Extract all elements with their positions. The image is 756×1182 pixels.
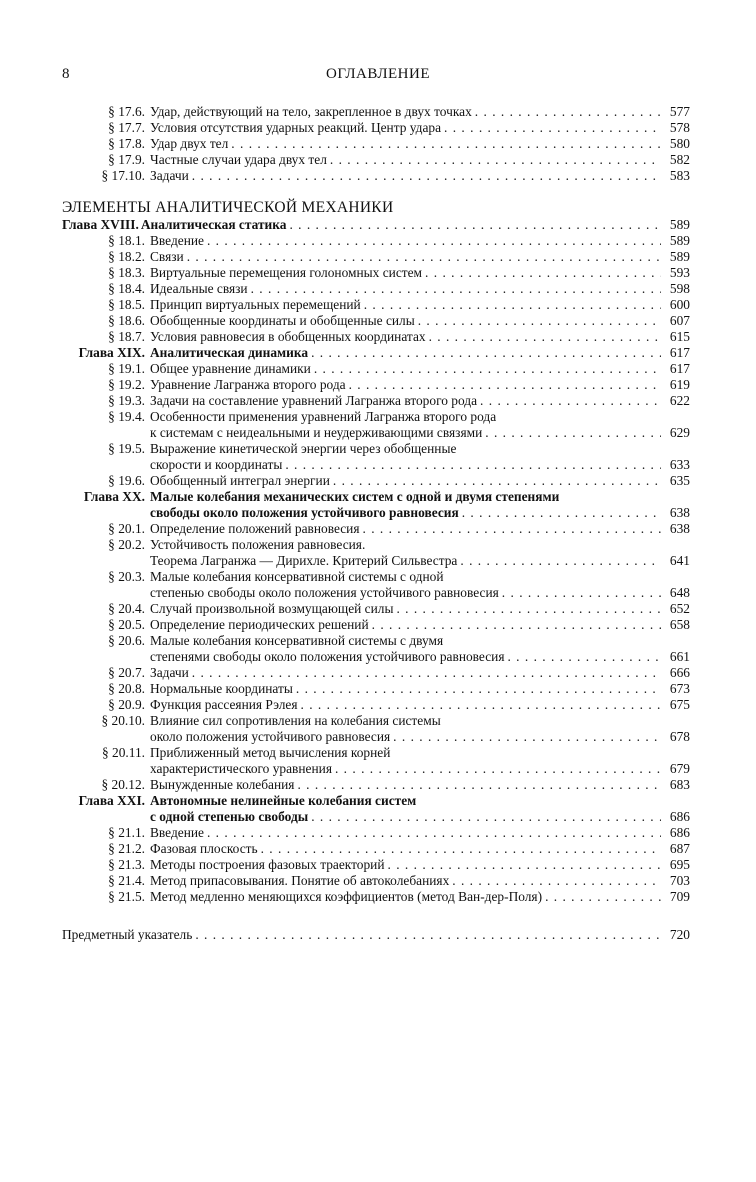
section-number: § 20.9. (108, 697, 145, 712)
toc-entry[interactable] (62, 281, 690, 297)
section-number: § 20.5. (108, 617, 145, 632)
section-number: § 19.1. (108, 361, 145, 376)
entry-title: Обобщенный интеграл энергии (150, 473, 330, 488)
toc-entry[interactable] (62, 713, 690, 729)
toc-entry[interactable] (62, 681, 690, 697)
entry-title: Вынужденные колебания (150, 777, 295, 792)
entry-page: 648 (669, 585, 690, 600)
toc-entry[interactable] (62, 377, 690, 393)
chapter-entry[interactable] (62, 217, 690, 233)
section-number: § 19.3. (108, 393, 145, 408)
toc-entry[interactable] (62, 601, 690, 617)
entry-title: Функция рассеяния Рэлея (150, 697, 298, 712)
entry-page: 679 (669, 761, 690, 776)
entry-page: 683 (669, 777, 690, 792)
entry-page: 582 (669, 152, 690, 167)
entry-page: 638 (669, 521, 690, 536)
entry-page: 617 (669, 361, 690, 376)
entry-page: 589 (669, 217, 690, 232)
toc-entry[interactable] (62, 313, 690, 329)
entry-page: 589 (669, 233, 690, 248)
entry-title: Идеальные связи (150, 281, 248, 296)
toc-entry[interactable] (62, 233, 690, 249)
entry-title: Устойчивость положения равновесия. (150, 537, 366, 552)
entry-title: Введение (150, 233, 204, 248)
section-number: § 17.6. (108, 104, 145, 119)
toc-entry[interactable] (62, 249, 690, 265)
chapter-entry[interactable] (62, 793, 690, 809)
entry-title: Случай произвольной возмущающей силы (150, 601, 394, 616)
entry-page: 666 (669, 665, 690, 680)
section-number: § 21.4. (108, 873, 145, 888)
section-number: § 20.3. (108, 569, 145, 584)
entry-title: Малые колебания консервативной системы с двумя (150, 633, 444, 648)
entry-title: Условия равновесия в обобщенных координатах (150, 329, 426, 344)
entry-title: Задачи (150, 665, 189, 680)
entry-page: 589 (669, 249, 690, 264)
entry-page: 675 (669, 697, 690, 712)
entry-title: Приближенный метод вычисления корней (150, 745, 391, 760)
section-number: § 20.6. (108, 633, 145, 648)
section-number: § 18.7. (108, 329, 145, 344)
section-number: § 18.2. (108, 249, 145, 264)
toc-entry[interactable] (62, 633, 690, 649)
chapter-entry-continued[interactable] (62, 505, 690, 521)
entry-title: Удар двух тел (150, 136, 229, 151)
entry-page: 641 (669, 553, 690, 568)
entry-title: Принцип виртуальных перемещений (150, 297, 361, 312)
section-number: § 17.7. (108, 120, 145, 135)
chapter-title: Малые колебания механических систем с одной и двумя степенями (150, 489, 560, 504)
entry-title: скорости и координаты (150, 457, 283, 472)
toc-entry[interactable] (62, 361, 690, 377)
entry-page: 580 (669, 136, 690, 151)
entry-title: около положения устойчивого равновесия (150, 729, 391, 744)
chapter-title: Автономные нелинейные колебания систем (150, 793, 417, 808)
entry-title: Уравнение Лагранжа второго рода (150, 377, 346, 392)
toc-entry[interactable] (62, 873, 690, 889)
toc-entry[interactable] (62, 825, 690, 841)
toc-entry[interactable] (62, 297, 690, 313)
toc-entry[interactable] (62, 745, 690, 761)
page-number: 8 (62, 66, 70, 82)
toc-entry[interactable] (62, 168, 690, 184)
entry-title: Обобщенные координаты и обобщенные силы (150, 313, 415, 328)
entry-title: Задачи на составление уравнений Лагранжа второго рода (150, 393, 478, 408)
entry-page: 658 (669, 617, 690, 632)
entry-page: 598 (669, 281, 690, 296)
section-number: § 21.3. (108, 857, 145, 872)
entry-title: Введение (150, 825, 204, 840)
section-number: § 20.2. (108, 537, 145, 552)
entry-page: 635 (669, 473, 690, 488)
section-number: § 18.5. (108, 297, 145, 312)
table-of-contents (62, 104, 690, 943)
chapter-entry[interactable] (62, 489, 690, 505)
entry-title: Метод медленно меняющихся коэффициентов (метод Ван-дер-Поля) (150, 889, 543, 904)
section-number: § 20.12. (101, 777, 145, 792)
entry-title: степенью свободы около положения устойчивого равновесия (150, 585, 499, 600)
toc-entry[interactable] (62, 857, 690, 873)
entry-title: Определение положений равновесия (150, 521, 360, 536)
entry-page: 619 (669, 377, 690, 392)
section-number: § 20.8. (108, 681, 145, 696)
entry-page: 615 (669, 329, 690, 344)
toc-entry[interactable] (62, 393, 690, 409)
running-title: ОГЛАВЛЕНИЕ (326, 66, 430, 82)
section-number: § 20.7. (108, 665, 145, 680)
entry-title: Особенности применения уравнений Лагранжа второго рода (150, 409, 497, 424)
toc-entry-continued[interactable] (62, 729, 690, 745)
entry-page: 652 (669, 601, 690, 616)
entry-title: Влияние сил сопротивления на колебания системы (150, 713, 441, 728)
index-entry[interactable] (62, 927, 690, 943)
entry-title: Выражение кинетической энергии через обобщенные (150, 441, 457, 456)
toc-entry[interactable] (62, 409, 690, 425)
toc-entry[interactable] (62, 777, 690, 793)
toc-entry-continued[interactable] (62, 649, 690, 665)
toc-entry[interactable] (62, 521, 690, 537)
toc-entry[interactable] (62, 152, 690, 168)
section-number: § 20.1. (108, 521, 145, 536)
toc-entry[interactable] (62, 120, 690, 136)
entry-title: степенями свободы около положения устойчивого равновесия (150, 649, 505, 664)
toc-entry[interactable] (62, 265, 690, 281)
entry-page: 673 (669, 681, 690, 696)
section-number: § 21.5. (108, 889, 145, 904)
entry-title: Условия отсутствия ударных реакций. Центр удара (150, 120, 442, 135)
toc-entry[interactable] (62, 104, 690, 120)
entry-page: 578 (669, 120, 690, 135)
entry-title: Связи (150, 249, 184, 264)
entry-title: Метод припасовывания. Понятие об автоколебаниях (150, 873, 450, 888)
section-number: § 20.10. (101, 713, 145, 728)
entry-title: к системам с неидеальными и неудерживающими связями (150, 425, 483, 440)
chapter-label: Глава XIX. (78, 345, 145, 360)
toc-entry[interactable] (62, 441, 690, 457)
toc-entry[interactable] (62, 537, 690, 553)
toc-entry-continued[interactable] (62, 553, 690, 569)
toc-entry[interactable] (62, 569, 690, 585)
toc-entry-continued[interactable] (62, 761, 690, 777)
section-number: § 21.1. (108, 825, 145, 840)
toc-entry[interactable] (62, 665, 690, 681)
chapter-label: Глава XX. (83, 489, 145, 504)
chapter-entry[interactable] (62, 345, 690, 361)
section-number: § 17.9. (108, 152, 145, 167)
entry-title: характеристического уравнения (150, 761, 332, 776)
chapter-entry-continued[interactable] (62, 809, 690, 825)
entry-title: Общее уравнение динамики (150, 361, 311, 376)
toc-entry[interactable] (62, 329, 690, 345)
entry-page: 709 (669, 889, 690, 904)
chapter-title: Аналитическая динамика (150, 345, 309, 360)
index-title: Предметный указатель (62, 927, 193, 942)
entry-page: 661 (669, 649, 690, 664)
section-number: § 19.2. (108, 377, 145, 392)
entry-page: 686 (669, 809, 690, 824)
section-number: § 19.4. (108, 409, 145, 424)
entry-page: 633 (669, 457, 690, 472)
entry-page: 629 (669, 425, 690, 440)
section-number: § 18.4. (108, 281, 145, 296)
entry-title: Удар, действующий на тело, закрепленное в двух точках (150, 104, 472, 119)
entry-page: 695 (669, 857, 690, 872)
toc-entry[interactable] (62, 136, 690, 152)
entry-page: 593 (669, 265, 690, 280)
section-number: § 19.5. (108, 441, 145, 456)
entry-page: 607 (669, 313, 690, 328)
toc-entry-continued[interactable] (62, 457, 690, 473)
entry-page: 583 (669, 168, 690, 183)
toc-entry[interactable] (62, 473, 690, 489)
entry-page: 617 (669, 345, 690, 360)
entry-page: 600 (669, 297, 690, 312)
part-title: ЭЛЕМЕНТЫ АНАЛИТИЧЕСКОЙ МЕХАНИКИ (62, 199, 394, 216)
section-number: § 19.6. (108, 473, 145, 488)
section-number: § 18.1. (108, 233, 145, 248)
toc-entry[interactable] (62, 889, 690, 905)
section-number: § 21.2. (108, 841, 145, 856)
section-number: § 17.8. (108, 136, 145, 151)
entry-page: 678 (669, 729, 690, 744)
entry-title: Фазовая плоскость (150, 841, 258, 856)
toc-entry[interactable] (62, 617, 690, 633)
section-number: § 20.4. (108, 601, 145, 616)
entry-title: Методы построения фазовых траекторий (150, 857, 385, 872)
entry-page: 638 (669, 505, 690, 520)
entry-page: 687 (669, 841, 690, 856)
section-number: § 18.3. (108, 265, 145, 280)
entry-title: Виртуальные перемещения голономных систем (150, 265, 423, 280)
entry-title: Задачи (150, 168, 189, 183)
entry-page: 720 (669, 927, 690, 942)
entry-title: Теорема Лагранжа — Дирихле. Критерий Сильвестра (150, 553, 458, 568)
entry-page: 622 (669, 393, 690, 408)
toc-entry-continued[interactable] (62, 585, 690, 601)
section-number: § 18.6. (108, 313, 145, 328)
toc-entry[interactable] (62, 841, 690, 857)
entry-page: 703 (669, 873, 690, 888)
section-number: § 20.11. (101, 745, 145, 760)
chapter-title: Аналитическая статика (140, 217, 287, 232)
chapter-title: с одной степенью свободы (150, 809, 309, 824)
entry-title: Определение периодических решений (150, 617, 369, 632)
section-number: § 17.10. (101, 168, 145, 183)
entry-title: Нормальные координаты (150, 681, 293, 696)
entry-page: 577 (669, 104, 690, 119)
chapter-label: Глава XXI. (78, 793, 145, 808)
entry-title: Малые колебания консервативной системы с одной (150, 569, 444, 584)
toc-entry-continued[interactable] (62, 425, 690, 441)
entry-page: 686 (669, 825, 690, 840)
entry-title: Частные случаи удара двух тел (150, 152, 327, 167)
chapter-label: Глава XVIII. (62, 217, 139, 232)
chapter-title: свободы около положения устойчивого равновесия (150, 505, 459, 520)
toc-entry[interactable] (62, 697, 690, 713)
